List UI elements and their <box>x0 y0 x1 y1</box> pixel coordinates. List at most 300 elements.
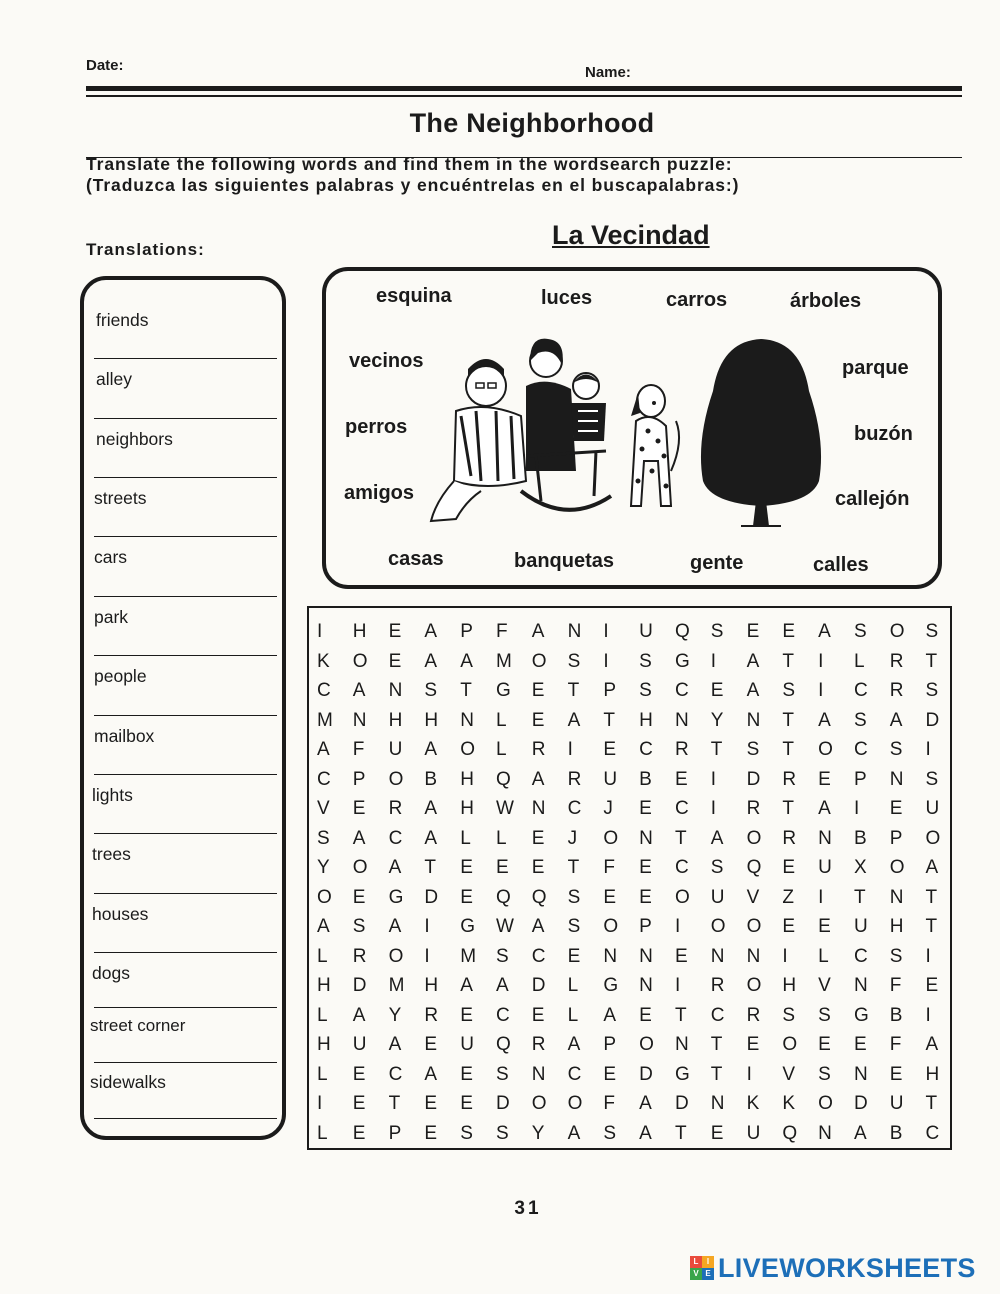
wordsearch-cell[interactable]: O <box>889 621 905 642</box>
wordsearch-cell[interactable]: A <box>388 1034 402 1055</box>
wordsearch-cell[interactable]: F <box>495 621 508 642</box>
wordsearch-cell[interactable]: N <box>853 975 868 996</box>
wordsearch-cell[interactable]: C <box>495 1004 510 1026</box>
wordsearch-cell[interactable]: A <box>818 798 831 819</box>
wordsearch-cell[interactable]: S <box>782 680 796 701</box>
wordsearch-cell[interactable]: E <box>388 650 402 672</box>
wordsearch-cell[interactable]: E <box>603 1063 617 1085</box>
wordsearch-cell[interactable]: A <box>460 975 473 996</box>
wordsearch-cell[interactable]: S <box>853 621 867 642</box>
wordsearch-cell[interactable]: T <box>782 798 794 819</box>
wordsearch-cell[interactable]: F <box>889 975 902 996</box>
wordsearch-cell[interactable]: A <box>317 739 330 760</box>
wordsearch-cell[interactable]: P <box>853 768 867 790</box>
wordsearch-cell[interactable]: D <box>925 709 940 731</box>
wordsearch-cell[interactable]: T <box>674 827 687 849</box>
answer-line-people[interactable] <box>94 715 277 716</box>
wordsearch-cell[interactable]: E <box>352 886 366 908</box>
wordsearch-cell[interactable]: O <box>352 857 368 878</box>
wordsearch-cell[interactable]: E <box>782 621 796 642</box>
wordsearch-cell[interactable]: E <box>710 680 724 701</box>
wordsearch-cell[interactable]: S <box>317 827 330 849</box>
wordsearch-cell[interactable]: J <box>567 827 578 849</box>
wordsearch-cell[interactable]: A <box>710 827 724 849</box>
wordsearch-cell[interactable]: O <box>603 916 619 937</box>
wordsearch-cell[interactable]: O <box>352 650 368 672</box>
wordsearch-cell[interactable]: A <box>460 650 473 672</box>
wordsearch-cell[interactable]: C <box>853 945 868 967</box>
wordsearch-cell[interactable]: I <box>746 1063 752 1085</box>
wordsearch-cell[interactable]: O <box>746 827 762 849</box>
wordsearch-cell[interactable]: A <box>603 1004 617 1026</box>
wordsearch-cell[interactable]: E <box>674 945 688 967</box>
wordsearch-cell[interactable]: E <box>495 857 509 878</box>
wordsearch-cell[interactable]: G <box>460 916 475 937</box>
wordsearch-cell[interactable]: I <box>782 945 788 967</box>
wordsearch-cell[interactable]: U <box>746 1122 761 1144</box>
wordsearch-cell[interactable]: Q <box>495 886 511 908</box>
wordsearch-cell[interactable]: N <box>639 945 653 967</box>
wordsearch-cell[interactable]: O <box>889 857 905 878</box>
wordsearch-cell[interactable]: O <box>639 1034 654 1055</box>
wordsearch-cell[interactable]: R <box>531 739 546 760</box>
wordsearch-cell[interactable]: R <box>889 650 904 672</box>
wordsearch-cell[interactable]: V <box>782 1063 796 1085</box>
wordsearch-cell[interactable]: O <box>460 739 475 760</box>
wordsearch-cell[interactable]: O <box>603 827 619 849</box>
wordsearch-cell[interactable]: I <box>818 650 824 672</box>
wordsearch-cell[interactable]: T <box>853 886 866 908</box>
wordsearch-cell[interactable]: H <box>889 916 904 937</box>
wordsearch-cell[interactable]: T <box>674 1122 687 1144</box>
wordsearch-cell[interactable]: L <box>317 1063 328 1085</box>
wordsearch-cell[interactable]: I <box>567 739 573 760</box>
wordsearch-cell[interactable]: E <box>460 886 473 908</box>
wordsearch-cell[interactable]: E <box>460 1063 473 1085</box>
wordsearch-cell[interactable]: N <box>639 827 653 849</box>
answer-line-trees[interactable] <box>94 893 277 894</box>
wordsearch-cell[interactable]: S <box>424 680 438 701</box>
wordsearch-cell[interactable]: L <box>853 650 865 672</box>
wordsearch-cell[interactable]: N <box>746 709 761 731</box>
wordsearch-cell[interactable]: I <box>710 650 717 672</box>
wordsearch-cell[interactable]: M <box>460 945 477 967</box>
wordsearch-cell[interactable]: K <box>317 650 330 672</box>
wordsearch-cell[interactable]: H <box>460 768 474 790</box>
wordsearch-cell[interactable]: N <box>889 768 904 790</box>
wordsearch-cell[interactable]: S <box>639 650 652 672</box>
wordsearch-cell[interactable]: L <box>495 739 507 760</box>
wordsearch-cell[interactable]: U <box>925 798 940 819</box>
wordsearch-cell[interactable]: U <box>818 857 832 878</box>
wordsearch-cell[interactable]: T <box>424 857 436 878</box>
wordsearch-cell[interactable]: O <box>710 916 726 937</box>
wordsearch-cell[interactable]: U <box>603 768 618 790</box>
wordsearch-cell[interactable]: N <box>674 1034 689 1055</box>
wordsearch-cell[interactable]: R <box>746 798 761 819</box>
wordsearch-cell[interactable]: O <box>674 886 690 908</box>
wordsearch-cell[interactable]: J <box>603 798 613 819</box>
wordsearch-cell[interactable]: E <box>352 1063 366 1085</box>
answer-line-lights[interactable] <box>94 833 277 834</box>
wordsearch-cell[interactable]: R <box>746 1004 761 1026</box>
wordsearch-cell[interactable]: C <box>639 739 653 760</box>
wordsearch-cell[interactable]: E <box>531 827 545 849</box>
wordsearch-cell[interactable]: O <box>746 916 762 937</box>
wordsearch-cell[interactable]: L <box>818 945 829 967</box>
wordsearch-cell[interactable]: L <box>567 975 579 996</box>
wordsearch-cell[interactable]: A <box>746 650 760 672</box>
wordsearch-cell[interactable]: T <box>782 650 794 672</box>
wordsearch-cell[interactable]: S <box>818 1004 831 1026</box>
answer-line-park[interactable] <box>94 655 277 656</box>
wordsearch-cell[interactable]: N <box>531 1063 546 1085</box>
wordsearch-cell[interactable]: E <box>603 739 617 760</box>
answer-line-friends[interactable] <box>94 358 277 359</box>
wordsearch-cell[interactable]: A <box>352 1004 366 1026</box>
wordsearch-cell[interactable]: A <box>639 1122 652 1144</box>
wordsearch-cell[interactable]: D <box>674 1093 689 1114</box>
wordsearch-cell[interactable]: A <box>818 621 831 642</box>
wordsearch-cell[interactable]: P <box>639 916 652 937</box>
wordsearch-cell[interactable]: G <box>603 975 619 996</box>
wordsearch-cell[interactable]: S <box>639 680 652 701</box>
wordsearch-cell[interactable]: E <box>352 1122 366 1144</box>
wordsearch-cell[interactable]: S <box>567 886 581 908</box>
wordsearch-cell[interactable]: V <box>317 798 330 819</box>
wordsearch-cell[interactable]: D <box>352 975 367 996</box>
wordsearch-cell[interactable]: D <box>531 975 546 996</box>
wordsearch-cell[interactable]: D <box>639 1063 653 1085</box>
wordsearch-cell[interactable]: A <box>424 621 438 642</box>
wordsearch-cell[interactable]: R <box>424 1004 439 1026</box>
wordsearch-cell[interactable]: Q <box>674 621 690 642</box>
wordsearch-cell[interactable]: E <box>531 1004 545 1026</box>
wordsearch-cell[interactable]: R <box>782 827 797 849</box>
wordsearch-cell[interactable]: U <box>889 1093 904 1114</box>
wordsearch-cell[interactable]: T <box>567 857 580 878</box>
wordsearch-cell[interactable]: N <box>746 945 761 967</box>
wordsearch-cell[interactable]: M <box>388 975 405 996</box>
wordsearch-cell[interactable]: A <box>925 857 939 878</box>
answer-line-mailbox[interactable] <box>94 774 277 775</box>
wordsearch-cell[interactable]: A <box>424 827 438 849</box>
wordsearch-cell[interactable]: E <box>460 1004 473 1026</box>
wordsearch-cell[interactable]: X <box>853 857 867 878</box>
wordsearch-cell[interactable]: L <box>317 945 328 967</box>
wordsearch-cell[interactable]: T <box>710 1063 723 1085</box>
wordsearch-cell[interactable]: A <box>925 1034 939 1055</box>
wordsearch-cell[interactable]: C <box>567 798 582 819</box>
wordsearch-cell[interactable]: T <box>710 1034 723 1055</box>
wordsearch-cell[interactable]: I <box>818 886 824 908</box>
wordsearch-cell[interactable]: I <box>710 798 717 819</box>
wordsearch-cell[interactable]: I <box>853 798 860 819</box>
wordsearch-cell[interactable]: A <box>424 739 438 760</box>
wordsearch-cell[interactable]: G <box>388 886 404 908</box>
wordsearch-cell[interactable]: O <box>818 1093 833 1114</box>
wordsearch-cell[interactable]: E <box>603 886 617 908</box>
wordsearch-cell[interactable]: S <box>889 739 903 760</box>
wordsearch-cell[interactable]: E <box>531 680 545 701</box>
wordsearch-cell[interactable]: C <box>710 1004 725 1026</box>
wordsearch-cell[interactable]: O <box>388 768 404 790</box>
wordsearch-cell[interactable]: L <box>317 1122 328 1144</box>
wordsearch-cell[interactable]: E <box>531 709 545 731</box>
wordsearch-cell[interactable]: L <box>460 827 471 849</box>
wordsearch-cell[interactable]: H <box>352 621 367 642</box>
wordsearch-cell[interactable]: E <box>388 621 402 642</box>
wordsearch-cell[interactable]: A <box>388 916 402 937</box>
wordsearch-cell[interactable]: E <box>639 1004 652 1026</box>
wordsearch-cell[interactable]: U <box>853 916 868 937</box>
wordsearch-cell[interactable]: G <box>853 1004 869 1026</box>
wordsearch-cell[interactable]: E <box>460 857 473 878</box>
wordsearch-cell[interactable]: E <box>710 1122 724 1144</box>
wordsearch-cell[interactable]: T <box>925 886 938 908</box>
wordsearch-cell[interactable]: I <box>710 768 717 790</box>
wordsearch-cell[interactable]: B <box>853 827 867 849</box>
wordsearch-cell[interactable]: O <box>531 650 547 672</box>
wordsearch-cell[interactable]: C <box>531 945 546 967</box>
wordsearch-cell[interactable]: C <box>674 680 689 701</box>
wordsearch-cell[interactable]: R <box>889 680 904 701</box>
wordsearch-cell[interactable]: I <box>603 650 609 672</box>
wordsearch-cell[interactable]: Q <box>495 768 511 790</box>
wordsearch-cell[interactable]: G <box>495 680 511 701</box>
wordsearch-cell[interactable]: M <box>495 650 512 672</box>
wordsearch-cell[interactable]: S <box>925 768 939 790</box>
wordsearch-cell[interactable]: H <box>317 1034 331 1055</box>
wordsearch-cell[interactable]: L <box>495 709 507 731</box>
wordsearch-cell[interactable]: K <box>782 1093 796 1114</box>
wordsearch-cell[interactable]: F <box>352 739 365 760</box>
wordsearch-cell[interactable]: M <box>317 709 333 731</box>
wordsearch-cell[interactable]: T <box>782 739 794 760</box>
wordsearch-cell[interactable]: S <box>460 1122 473 1144</box>
wordsearch-cell[interactable]: N <box>818 1122 832 1144</box>
wordsearch-cell[interactable]: Q <box>746 857 762 878</box>
wordsearch-cell[interactable]: A <box>567 1034 581 1055</box>
wordsearch-cell[interactable]: H <box>388 709 403 731</box>
wordsearch-cell[interactable]: N <box>388 680 403 701</box>
wordsearch-cell[interactable]: O <box>818 739 833 760</box>
wordsearch-cell[interactable]: U <box>388 739 403 760</box>
wordsearch-cell[interactable]: I <box>674 975 681 996</box>
wordsearch-cell[interactable]: A <box>639 1093 652 1114</box>
wordsearch-cell[interactable]: C <box>853 680 868 701</box>
wordsearch-cell[interactable]: A <box>424 1063 438 1085</box>
wordsearch-cell[interactable]: N <box>674 709 689 731</box>
wordsearch-cell[interactable]: N <box>567 621 582 642</box>
wordsearch-cell[interactable]: A <box>889 709 903 731</box>
wordsearch-cell[interactable]: A <box>495 975 509 996</box>
wordsearch-cell[interactable]: T <box>603 709 615 731</box>
wordsearch-cell[interactable]: H <box>782 975 797 996</box>
wordsearch-cell[interactable]: A <box>531 768 545 790</box>
wordsearch-cell[interactable]: A <box>352 680 366 701</box>
answer-line-cars[interactable] <box>94 596 277 597</box>
wordsearch-cell[interactable]: Y <box>531 1122 545 1144</box>
answer-line-houses[interactable] <box>94 952 277 953</box>
wordsearch-cell[interactable]: A <box>531 621 545 642</box>
wordsearch-cell[interactable]: S <box>495 1122 509 1144</box>
wordsearch-cell[interactable]: F <box>603 857 615 878</box>
wordsearch-cell[interactable]: L <box>317 1004 328 1026</box>
wordsearch-cell[interactable]: U <box>352 1034 367 1055</box>
wordsearch-cell[interactable]: A <box>352 827 366 849</box>
wordsearch-cell[interactable]: U <box>460 1034 474 1055</box>
wordsearch-cell[interactable]: E <box>889 1063 903 1085</box>
wordsearch-cell[interactable]: E <box>424 1034 438 1055</box>
wordsearch-cell[interactable]: N <box>853 1063 868 1085</box>
wordsearch-cell[interactable]: A <box>317 916 330 937</box>
wordsearch-cell[interactable]: E <box>531 857 545 878</box>
wordsearch-cell[interactable]: I <box>317 1093 323 1114</box>
wordsearch-cell[interactable]: H <box>424 709 439 731</box>
wordsearch-cell[interactable]: S <box>603 1122 617 1144</box>
wordsearch-cell[interactable]: P <box>889 827 903 849</box>
wordsearch-cell[interactable]: C <box>674 798 689 819</box>
wordsearch-cell[interactable]: T <box>782 709 794 731</box>
wordsearch-cell[interactable]: A <box>424 798 438 819</box>
wordsearch-cell[interactable]: E <box>352 798 366 819</box>
wordsearch-cell[interactable]: E <box>460 1093 473 1114</box>
wordsearch-cell[interactable]: T <box>460 680 472 701</box>
wordsearch-cell[interactable]: L <box>567 1004 579 1026</box>
wordsearch-cell[interactable]: P <box>352 768 366 790</box>
wordsearch-cell[interactable]: C <box>567 1063 582 1085</box>
wordsearch-cell[interactable]: T <box>674 1004 687 1026</box>
wordsearch-cell[interactable]: E <box>639 798 652 819</box>
wordsearch-cell[interactable]: A <box>567 709 581 731</box>
wordsearch-cell[interactable]: E <box>567 945 581 967</box>
wordsearch-cell[interactable]: R <box>388 798 403 819</box>
wordsearch-cell[interactable]: E <box>782 916 796 937</box>
wordsearch-cell[interactable]: L <box>495 827 507 849</box>
wordsearch-cell[interactable]: E <box>424 1093 438 1114</box>
wordsearch-cell[interactable]: E <box>352 1093 366 1114</box>
wordsearch-cell[interactable]: P <box>460 621 473 642</box>
wordsearch-cell[interactable]: E <box>853 1034 867 1055</box>
wordsearch-cell[interactable]: T <box>925 1093 938 1114</box>
wordsearch-cell[interactable]: H <box>424 975 439 996</box>
wordsearch-cell[interactable]: O <box>746 975 762 996</box>
wordsearch-cell[interactable]: N <box>460 709 474 731</box>
wordsearch-cell[interactable]: C <box>317 768 331 790</box>
wordsearch-cell[interactable]: A <box>853 1122 867 1144</box>
wordsearch-cell[interactable]: T <box>567 680 580 701</box>
wordsearch-cell[interactable]: I <box>674 916 681 937</box>
wordsearch-cell[interactable]: S <box>925 680 939 701</box>
wordsearch-cell[interactable]: E <box>424 1122 438 1144</box>
wordsearch-cell[interactable]: P <box>603 680 617 701</box>
wordsearch-cell[interactable]: E <box>674 768 688 790</box>
wordsearch-cell[interactable]: N <box>352 709 367 731</box>
wordsearch-cell[interactable]: N <box>710 945 725 967</box>
wordsearch-cell[interactable]: S <box>567 916 581 937</box>
wordsearch-cell[interactable]: K <box>746 1093 760 1114</box>
wordsearch-cell[interactable]: I <box>925 1004 931 1026</box>
wordsearch-cell[interactable]: T <box>388 1093 401 1114</box>
wordsearch-cell[interactable]: S <box>352 916 366 937</box>
wordsearch-cell[interactable]: F <box>603 1093 615 1114</box>
wordsearch-cell[interactable]: H <box>925 1063 940 1085</box>
wordsearch-cell[interactable]: E <box>818 916 831 937</box>
wordsearch-cell[interactable]: T <box>925 916 938 937</box>
wordsearch-cell[interactable]: Q <box>531 886 547 908</box>
wordsearch-cell[interactable]: A <box>746 680 760 701</box>
wordsearch-cell[interactable]: C <box>853 739 868 760</box>
wordsearch-cell[interactable]: C <box>674 857 689 878</box>
wordsearch-cell[interactable]: O <box>388 945 404 967</box>
wordsearch-cell[interactable]: T <box>925 650 938 672</box>
wordsearch-cell[interactable]: N <box>531 798 546 819</box>
wordsearch-cell[interactable]: I <box>925 739 931 760</box>
wordsearch-cell[interactable]: I <box>424 916 430 937</box>
answer-line-street-corner[interactable] <box>94 1062 277 1063</box>
wordsearch-cell[interactable]: A <box>531 916 545 937</box>
wordsearch-cell[interactable]: O <box>567 1093 583 1114</box>
wordsearch-cell[interactable]: A <box>388 857 402 878</box>
wordsearch-cell[interactable]: U <box>639 621 653 642</box>
wordsearch-cell[interactable]: O <box>317 886 332 908</box>
wordsearch-cell[interactable]: H <box>639 709 653 731</box>
wordsearch-cell[interactable]: Y <box>710 709 724 731</box>
wordsearch-cell[interactable]: G <box>674 650 690 672</box>
wordsearch-cell[interactable]: G <box>674 1063 690 1085</box>
answer-line-dogs[interactable] <box>94 1007 277 1008</box>
wordsearch-cell[interactable]: D <box>424 886 439 908</box>
wordsearch-cell[interactable]: H <box>317 975 331 996</box>
wordsearch-cell[interactable]: Z <box>782 886 794 908</box>
wordsearch-cell[interactable]: R <box>710 975 725 996</box>
wordsearch-cell[interactable]: B <box>889 1004 903 1026</box>
wordsearch-cell[interactable]: P <box>388 1122 402 1144</box>
wordsearch-cell[interactable]: B <box>639 768 652 790</box>
wordsearch-cell[interactable]: A <box>818 709 831 731</box>
wordsearch-cell[interactable]: C <box>388 827 403 849</box>
wordsearch-cell[interactable]: Q <box>495 1034 511 1055</box>
wordsearch-cell[interactable]: Q <box>782 1122 798 1144</box>
answer-line-neighbors[interactable] <box>94 477 277 478</box>
wordsearch-cell[interactable]: S <box>495 945 509 967</box>
wordsearch-cell[interactable]: N <box>818 827 832 849</box>
wordsearch-cell[interactable]: S <box>782 1004 796 1026</box>
wordsearch-cell[interactable]: S <box>710 857 724 878</box>
wordsearch-cell[interactable]: P <box>603 1034 617 1055</box>
wordsearch-cell[interactable]: S <box>818 1063 831 1085</box>
wordsearch-cell[interactable]: T <box>710 739 723 760</box>
wordsearch-cell[interactable]: S <box>495 1063 509 1085</box>
wordsearch-cell[interactable]: Y <box>388 1004 402 1026</box>
wordsearch-cell[interactable]: I <box>925 945 931 967</box>
wordsearch-cell[interactable]: D <box>746 768 761 790</box>
wordsearch-cell[interactable]: A <box>567 1122 581 1144</box>
wordsearch-cell[interactable]: D <box>495 1093 510 1114</box>
wordsearch-cell[interactable]: V <box>746 886 760 908</box>
wordsearch-cell[interactable]: O <box>782 1034 798 1055</box>
wordsearch-cell[interactable]: R <box>674 739 689 760</box>
wordsearch-cell[interactable]: I <box>603 621 609 642</box>
wordsearch-cell[interactable]: W <box>495 916 514 937</box>
wordsearch-cell[interactable]: D <box>853 1093 868 1114</box>
wordsearch-cell[interactable]: N <box>889 886 904 908</box>
wordsearch-cell[interactable]: S <box>746 739 760 760</box>
wordsearch-cell[interactable]: E <box>818 768 831 790</box>
wordsearch-cell[interactable]: E <box>639 857 652 878</box>
answer-line-streets[interactable] <box>94 536 277 537</box>
